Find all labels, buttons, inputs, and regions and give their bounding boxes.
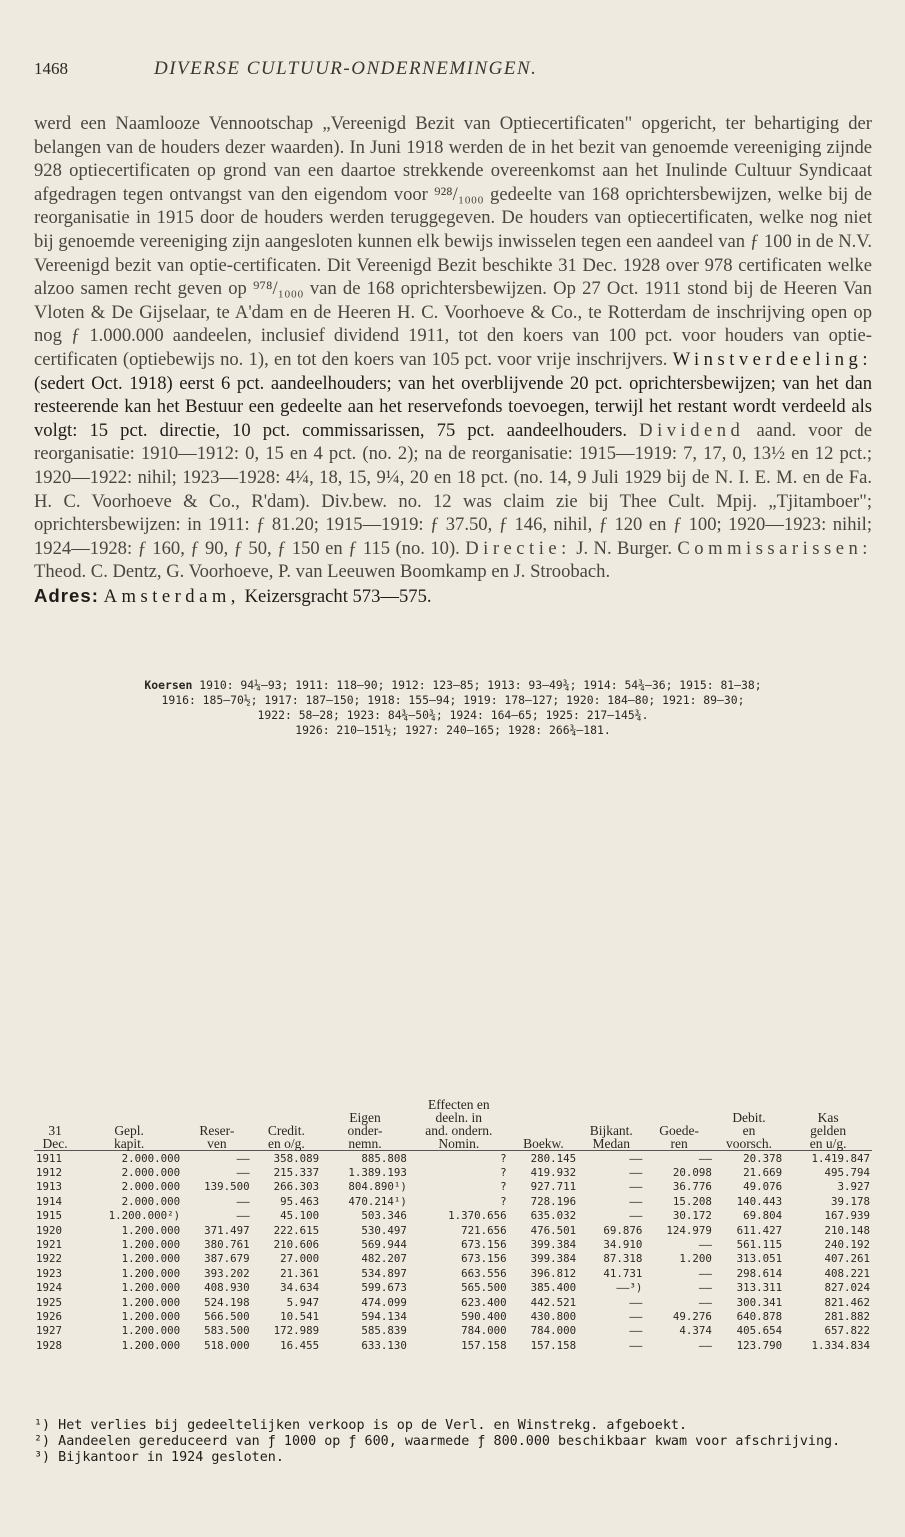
table-cell: 39.178 [830,1194,870,1208]
table-cell: 387.679 [204,1252,250,1266]
table-header-cell: Goede- ren [644,1098,714,1151]
table-header-cell: Kas gelden en u/g. [784,1098,872,1151]
table-cell: 530.497 [361,1223,407,1237]
table-cell: 69.876 [603,1223,643,1237]
table-cell: 1915 [36,1209,63,1223]
table-cell: 1926 [36,1309,63,1323]
table-cell: 673.156 [461,1238,507,1252]
table-cell: 1.200.000 [121,1281,181,1295]
table-cell: 2.000.000 [121,1180,181,1194]
table-cell: 1922 [36,1252,63,1266]
table-cell: 1927 [36,1324,63,1338]
table-cell: 3.927 [837,1180,870,1194]
table-cell: 27.000 [280,1252,320,1266]
table-cell: 167.939 [824,1209,870,1223]
table-row [34,1281,872,1295]
table-cell: 565.500 [461,1281,507,1295]
table-cell: 503.346 [361,1209,407,1223]
table-cell: 673.156 [461,1252,507,1266]
footnote-3: ³) Bijkantoor in 1924 gesloten. [34,1450,284,1465]
table-cell: 1.200.000 [121,1238,181,1252]
table-cell: 635.032 [530,1209,577,1223]
table-cell: 222.615 [273,1223,320,1237]
table-cell: 380.761 [204,1238,250,1252]
table-cell: 1.200 [679,1252,712,1266]
table-cell: ? [500,1194,507,1208]
table-cell: 408.221 [824,1266,870,1280]
table-cell: 561.115 [736,1238,783,1252]
table-header-row [34,1098,872,1151]
table-row [34,1209,872,1223]
table-row [34,1237,872,1251]
table-cell: 430.800 [530,1309,577,1323]
table-cell: 30.172 [672,1209,712,1223]
table-cell: 1928 [36,1338,63,1352]
koersen-line [34,678,872,693]
table-cell: 393.202 [204,1266,250,1280]
table-cell: 396.812 [530,1266,577,1280]
koersen-line-1: 1910: 94¼—93; 1911: 118—90; 1912: 123—85; 1913: 93—49¾; 1914: 54¾—36; 1915: 81—38; [199,678,762,693]
table-header-cell: Gepl. kapit. [76,1098,182,1151]
dividend-label: Dividend [639,419,745,441]
table-row [34,1295,872,1309]
table-cell: 1.200.000 [121,1252,181,1266]
table-row [34,1165,872,1179]
table-cell: 210.148 [824,1223,870,1237]
table-cell: —— [629,1338,643,1352]
table-cell: —— [698,1281,712,1295]
table-cell: 1.389.193 [348,1166,407,1180]
table-cell: 408.930 [204,1281,250,1295]
table-cell: 87.318 [603,1252,643,1266]
table-cell: —— [698,1238,712,1252]
table-cell: 611.427 [736,1223,783,1237]
table-cell: 1912 [36,1166,63,1180]
table-cell: 566.500 [204,1309,250,1323]
table-cell: 157.158 [461,1338,507,1352]
table-cell: 1921 [36,1238,63,1252]
table-cell: 640.878 [736,1309,783,1323]
table-cell: 405.654 [736,1324,783,1338]
table-cell: 821.462 [824,1295,870,1309]
table-cell: 371.497 [204,1223,250,1237]
body-text [34,112,872,608]
table-cell: —— [698,1338,712,1352]
table-cell: —— [629,1180,643,1194]
koersen-block [34,678,872,738]
table-cell: 172.989 [273,1324,320,1338]
table-cell: 15.208 [672,1194,712,1208]
table-cell: 407.261 [824,1252,870,1266]
table-header-cell: 31 Dec. [34,1098,76,1151]
table-cell: —— [629,1324,643,1338]
table-cell: 1914 [36,1194,63,1208]
table-cell: ——³) [616,1281,643,1295]
table-cell: 45.100 [280,1209,320,1223]
table-cell: 518.000 [204,1338,250,1352]
table-cell: 313.051 [736,1252,783,1266]
table-cell: 20.098 [672,1166,712,1180]
table-cell: 1.419.847 [811,1151,870,1165]
table-cell: 599.673 [361,1281,407,1295]
table-cell: 482.207 [361,1252,407,1266]
table-cell: 1.334.834 [811,1338,870,1352]
commissarissen-text: Theod. C. Dentz, G. Voorhoeve, P. van Leeuwen Boomkamp en J. Stroobach. [34,561,611,583]
table-cell: 569.944 [361,1238,407,1252]
table-row [34,1223,872,1237]
table-cell: 784.000 [461,1324,507,1338]
table-cell: ? [500,1166,507,1180]
table-cell: 34.634 [280,1281,320,1295]
table-cell: —— [236,1209,250,1223]
table-cell: 1911 [36,1151,63,1165]
table-cell: 827.024 [824,1281,870,1295]
table-cell: 728.196 [530,1194,577,1208]
table-body [34,1151,872,1353]
table-cell: 474.099 [361,1295,407,1309]
table-header-cell: Bijkant. Medan [578,1098,644,1151]
table-cell: 21.361 [280,1266,320,1280]
table-cell: 266.303 [273,1180,320,1194]
table-cell: 1925 [36,1295,63,1309]
table-cell: —— [629,1309,643,1323]
table-cell: 10.541 [280,1309,320,1323]
winst-text: (sedert Oct. 1918) eerst 6 pct. aandeelhouders; van het overblijvende 20 pct. oprichtersbewijzen; van het dan resteerende kan het Bestuur een gedeelte aan het reservefonds toevoegen, terwijl het restant wordt verdeeld als volgt: 15 pct. directie, 10 pct. commissarissen, 75 pct. aandeelhouders. [34,372,872,441]
table-cell: 663.556 [461,1266,507,1280]
table-cell: —— [236,1166,250,1180]
table-cell: 21.669 [743,1166,783,1180]
table-cell: 1920 [36,1223,63,1237]
table-cell: —— [698,1266,712,1280]
table-cell: 784.000 [530,1324,577,1338]
table-cell: ? [500,1151,507,1165]
table-cell: 419.932 [530,1166,577,1180]
table-cell: 1924 [36,1281,63,1295]
table-row [34,1252,872,1266]
table-row [34,1324,872,1338]
table-head [34,1098,872,1151]
table-cell: 927.711 [530,1180,577,1194]
table-row [34,1338,872,1352]
koersen-label: Koersen [144,678,193,693]
table-cell: 1.200.000 [121,1324,181,1338]
table-cell: 20.378 [743,1151,783,1165]
table-cell: 442.521 [530,1295,577,1309]
koersen-line-2: 1916: 185—70½; 1917: 187—150; 1918: 155—94; 1919: 178—127; 1920: 184—80; 1921: 89—30; [161,693,745,708]
directie-label: Directie: [465,537,571,559]
table-cell: 590.400 [461,1309,507,1323]
koersen-line-4: 1926: 210—151½; 1927: 240—165; 1928: 266¾—181. [295,723,611,738]
table-header-cell: Effecten en deeln. in and. ondern. Nomin. [409,1098,509,1151]
page-header [34,58,872,90]
table-cell: 139.500 [204,1180,250,1194]
table-cell: —— [629,1209,643,1223]
table-cell: 300.341 [736,1295,783,1309]
dividend-text: aand. voor de reorganisatie: 1910—1912: 0, 15 en 4 pct. (no. 2); na de reorganisatie: 1915—1919: 7, 17, 0, 13½ en 12 pct.; 1920—1922: nihil; 1923—1928: 4¼, 18, 15, 9¼, 20 en 18 pct. (no. 14, 9 Juli 1929 bij de N. I. E. M. en de Fa. H. C. Voorhoeve & Co., R'dam). Div.bew. no. 12 was claim zie bij Thee Cult. Mpij. „Tjitamboer"; oprichtersbewijzen: in 1911: ƒ 81.20; 1915—1919: ƒ 37.50, ƒ 146, nihil, ƒ 120 en ƒ 100; 1920—1923: nihil; 1924—1928: ƒ 160, ƒ 90, ƒ 50, ƒ 150 en ƒ 115 (no. 10). [34,419,872,559]
table-header-cell: Reser- ven [182,1098,252,1151]
table-row [34,1309,872,1323]
table-cell: 476.501 [530,1223,577,1237]
table-cell: 594.134 [361,1309,407,1323]
table-cell: 470.214¹) [348,1194,407,1208]
balance-table [34,1098,872,1352]
koersen-line-3: 1922: 58—28; 1923: 84¾—50¾; 1924: 164—65; 1925: 217—145¾. [257,708,649,723]
table-cell: 157.158 [530,1338,577,1352]
table-cell: 49.076 [743,1180,783,1194]
directie-text: J. N. Burger. [576,537,672,559]
table-cell: 69.804 [743,1209,783,1223]
table-cell: 240.192 [824,1238,870,1252]
page [34,58,872,738]
table-cell: 5.947 [286,1295,320,1309]
table-header-cell: Eigen onder- nemn. [321,1098,409,1151]
table-cell: 1.200.000 [121,1338,181,1352]
table-cell: 298.614 [736,1266,783,1280]
table-cell: 1.200.000 [121,1266,181,1280]
address-line [34,584,872,609]
commissarissen-label: Commissarissen: [677,537,872,559]
table-cell: —— [236,1194,250,1208]
table-cell: 313.311 [736,1281,783,1295]
table-cell: 1.200.000²) [108,1209,181,1223]
table-cell: 358.089 [273,1151,320,1165]
address-city: Amsterdam, [103,585,240,607]
address-street: Keizersgracht 573—575. [244,585,432,607]
table-cell: 41.731 [603,1266,643,1280]
winst-label: Winstverdeeling: [672,348,872,370]
table-cell: 585.839 [361,1324,407,1338]
table-cell: 1.200.000 [121,1295,181,1309]
table-cell: 210.606 [273,1238,320,1252]
table-row [34,1151,872,1166]
table-cell: 1.200.000 [121,1309,181,1323]
table-cell: —— [629,1194,643,1208]
table-cell: 281.882 [824,1309,870,1323]
table-cell: 16.455 [280,1338,320,1352]
paragraph-history: werd een Naamlooze Vennootschap „Vereenigd Bezit van Optiecertificaten" opgericht, ter behartiging der belangen van de houders dezer waarden). In Juni 1918 werden de in het bezit van genoemde vereeniging zijnde 928 optiecertificaten op grond van een daartoe strekkende overeenkomst aan het Inulinde Cultuur Syndicaat afgedragen tegen ontvangst van den eigendom voor ⁹²⁸/₁₀₀₀ gedeelte van 168 oprichtersbewijzen, welke bij de reorganisatie in 1915 door de houders werden teruggegeven. De houders van optiecertificaten, welke nog niet bij genoemde vereeniging zijn aangesloten kunnen elk bewijs inwisselen tegen een aandeel van ƒ 100 in de N.V. Vereenigd bezit van optie-certificaten. Dit Vereenigd Bezit beschikte 31 Dec. 1928 over 978 certificaten welke alzoo samen recht geven op ⁹⁷⁸/₁₀₀₀ van de 168 oprichtersbewijzen. Op 27 Oct. 1911 stond bij de Heeren Van Vloten & De Gijselaar, te A'dam en de Heeren H. C. Voorhoeve & Co., te Rotterdam de inschrijving open op nog ƒ 1.000.000 aandeelen, inclusief dividend 1911, tot den koers van 100 pct. voor houders van optie-certificaten (optiebewijs no. 1), en tot den koers van 105 pct. voor vrije inschrijvers. [34,113,872,370]
address-label: Adres: [34,584,99,606]
table-cell: —— [698,1151,712,1165]
table-cell: 280.145 [530,1151,577,1165]
table-cell: 1913 [36,1180,63,1194]
table-cell: 34.910 [603,1238,643,1252]
table-cell: 721.656 [461,1223,507,1237]
table-cell: 399.384 [530,1252,577,1266]
table-cell: 1.200.000 [121,1223,181,1237]
table-cell: 524.198 [204,1295,250,1309]
table-cell: —— [629,1295,643,1309]
table-cell: 2.000.000 [121,1151,181,1165]
table-cell: —— [629,1166,643,1180]
table-cell: 623.400 [461,1295,507,1309]
table-cell: 495.794 [824,1166,870,1180]
table-row [34,1194,872,1208]
table-cell: 49.276 [672,1309,712,1323]
table-row [34,1266,872,1280]
table-header-cell: Debit. en voorsch. [714,1098,784,1151]
table-cell: 36.776 [672,1180,712,1194]
table-cell: 399.384 [530,1238,577,1252]
table-cell: 2.000.000 [121,1194,181,1208]
footnotes [34,1418,872,1466]
table-cell: ? [500,1180,507,1194]
table-cell: 1923 [36,1266,63,1280]
table-cell: 215.337 [273,1166,320,1180]
running-title: DIVERSE CULTUUR-ONDERNEMINGEN. [154,58,538,79]
table-row [34,1180,872,1194]
table-cell: 583.500 [204,1324,250,1338]
page-number: 1468 [34,59,68,78]
table-cell: 123.790 [736,1338,783,1352]
table-cell: 4.374 [679,1324,712,1338]
table-cell: 2.000.000 [121,1166,181,1180]
table-cell: 1.370.656 [448,1209,507,1223]
table-cell: 657.822 [824,1324,870,1338]
table-cell: 534.897 [361,1266,407,1280]
footnote-2: ²) Aandeelen gereduceerd van ƒ 1000 op ƒ 600, waarmede ƒ 800.000 beschikbaar kwam voor afschrijving. [34,1434,841,1449]
footnote-1: ¹) Het verlies bij gedeeltelijken verkoop is op de Verl. en Winstrekg. afgeboekt. [34,1418,688,1433]
table-cell: 804.890¹) [348,1180,407,1194]
table-cell: 385.400 [530,1281,577,1295]
table-cell: 885.808 [361,1151,407,1165]
table-cell: 95.463 [280,1194,320,1208]
table-cell: —— [698,1295,712,1309]
table-cell: 633.130 [361,1338,407,1352]
table-cell: 140.443 [736,1194,783,1208]
table-cell: —— [236,1151,250,1165]
table-header-cell: Boekw. [509,1098,579,1151]
table-header-cell: Credit. en o/g. [252,1098,322,1151]
table-cell: 124.979 [666,1223,712,1237]
table-cell: —— [629,1151,643,1165]
